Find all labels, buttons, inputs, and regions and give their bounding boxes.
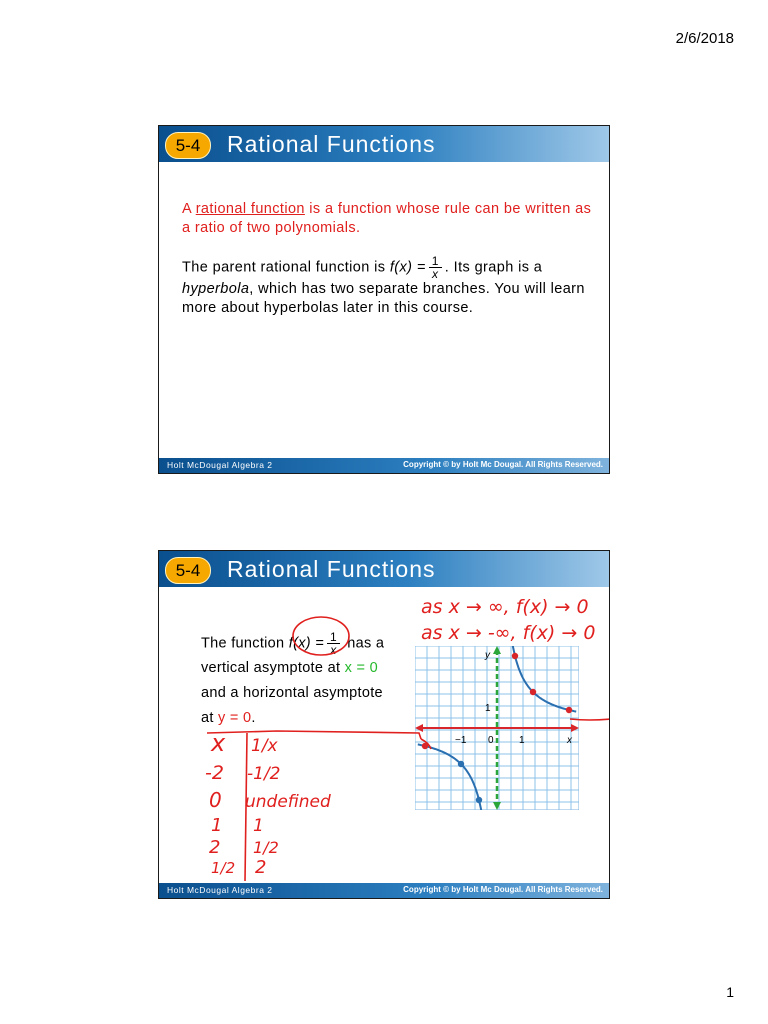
table-fx-row3: 1 <box>253 816 264 836</box>
x-tick-neg1: −1 <box>455 735 467 746</box>
fraction-num: 1 <box>327 631 340 644</box>
pf-text-b: . Its graph is a <box>444 259 543 276</box>
asymptote-paragraph <box>201 631 391 731</box>
def-term: rational function <box>195 201 305 217</box>
asym-text-a: The function <box>201 635 289 652</box>
slide-footer <box>159 883 609 898</box>
table-x-row3: 1 <box>211 815 223 836</box>
pf-func: f(x) = <box>389 259 426 276</box>
slide-header <box>159 126 609 162</box>
fraction-num: 1 <box>429 255 442 268</box>
note-limit-pos-infinity: as x → ∞, f(x) → 0 <box>421 596 589 618</box>
x-tick-1: 1 <box>519 735 525 746</box>
def-text-b: is a function whose rule can be written as a ratio of two polynomials. <box>182 201 592 236</box>
slide-1 <box>158 125 610 474</box>
table-fx-row1: -1/2 <box>247 764 281 784</box>
def-text-a: A <box>182 201 196 217</box>
table-fx-row4: 1/2 <box>253 838 279 857</box>
footer-copyright: Copyright © by Holt Mc Dougal. All Rights Reserved. <box>403 885 603 894</box>
page-number: 1 <box>726 984 734 1000</box>
table-x-row5: 1/2 <box>211 859 236 877</box>
footer-copyright: Copyright © by Holt Mc Dougal. All Rights Reserved. <box>403 460 603 469</box>
note-limit-neg-infinity: as x → -∞, f(x) → 0 <box>421 622 596 644</box>
vertical-asymptote: x = 0 <box>344 660 378 677</box>
table-head-x: x <box>211 729 226 757</box>
parent-function-paragraph <box>182 255 592 317</box>
graph-point <box>512 653 518 659</box>
graph-point <box>422 743 428 749</box>
table-fx-row2: undefined <box>245 792 331 812</box>
graph-point <box>566 707 572 713</box>
pf-text-c: , which has two separate branches. You will learn more about hyperbolas later in this course. <box>182 281 585 316</box>
asym-text-c: and a horizontal asymptote at <box>201 685 383 727</box>
footer-book: Holt McDougal Algebra 2 <box>167 885 273 895</box>
slide-body <box>182 200 592 317</box>
fraction-den: x <box>432 267 439 281</box>
slide-title: Rational Functions <box>227 131 436 157</box>
x-axis-label: x <box>567 735 572 746</box>
fraction <box>327 631 340 656</box>
fraction-den: x <box>330 643 337 657</box>
definition-paragraph <box>182 200 592 237</box>
asym-func: f(x) = <box>288 635 324 652</box>
origin-label: 0 <box>488 735 494 746</box>
page-date: 2/6/2018 <box>675 30 734 47</box>
asym-text-b: has a vertical asymptote at <box>201 635 385 677</box>
lesson-badge: 5-4 <box>165 557 211 584</box>
pf-text-a: The parent rational function is <box>182 259 390 276</box>
table-vertical-line <box>245 733 247 881</box>
hyperbola-graph <box>415 646 579 810</box>
table-x-row2: 0 <box>209 788 222 812</box>
footer-book: Holt McDougal Algebra 2 <box>167 460 273 470</box>
graph-point <box>476 797 482 803</box>
table-header-line <box>207 731 421 739</box>
graph-point <box>530 689 536 695</box>
slide-title: Rational Functions <box>227 556 436 582</box>
pf-term: hyperbola <box>182 281 250 297</box>
fraction <box>429 255 442 280</box>
slide-2 <box>158 550 610 899</box>
table-x-row1: -2 <box>205 762 224 784</box>
y-axis-label: y <box>485 650 490 661</box>
table-x-row4: 2 <box>209 837 221 858</box>
graph-point <box>458 761 464 767</box>
table-head-fx: 1/x <box>251 736 278 756</box>
table-fx-row5: 2 <box>255 857 267 878</box>
slide-footer <box>159 458 609 473</box>
slide-header <box>159 551 609 587</box>
y-tick-1: 1 <box>485 703 491 714</box>
asym-text-d: . <box>251 710 256 727</box>
horizontal-asymptote: y = 0 <box>218 710 252 727</box>
lesson-badge: 5-4 <box>165 132 211 159</box>
